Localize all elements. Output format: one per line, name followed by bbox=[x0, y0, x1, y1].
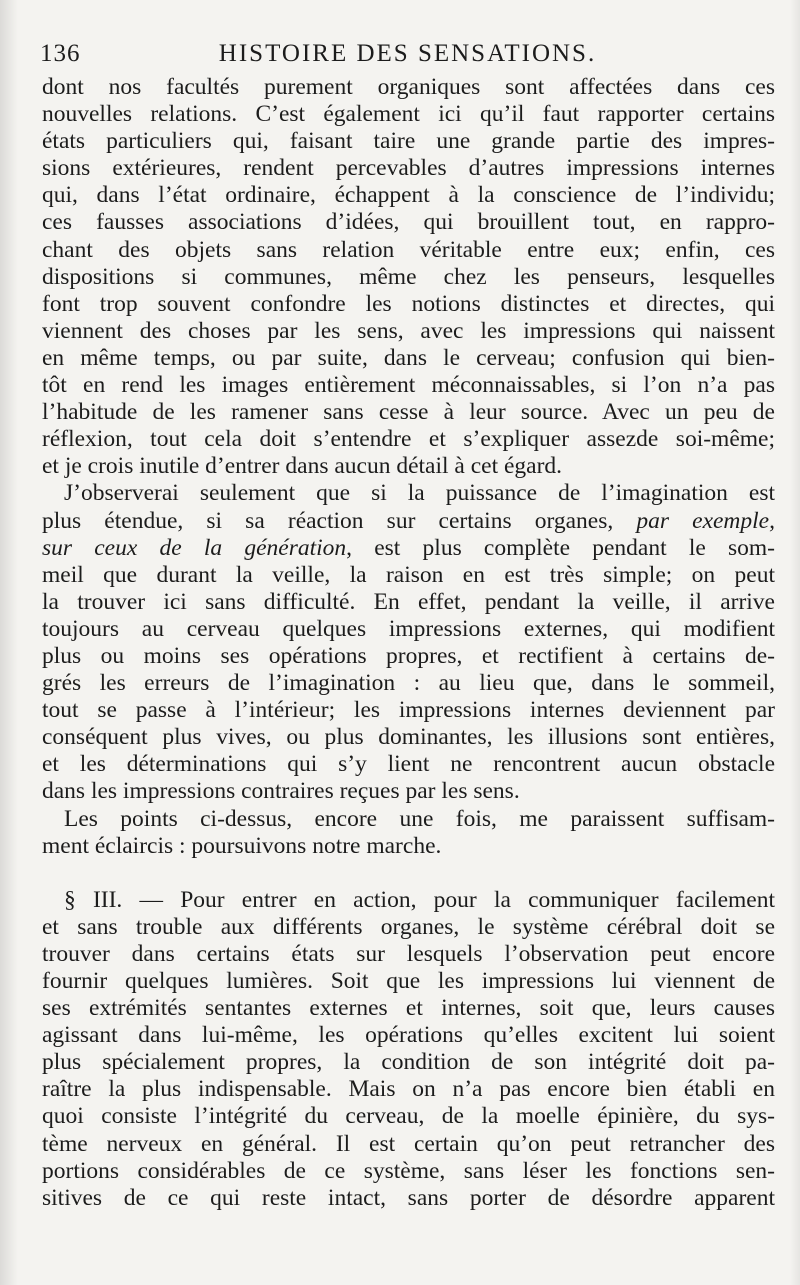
text-line bbox=[42, 372, 775, 399]
line-text: dont nos facultés purement organiques sont affectées dans ces bbox=[42, 74, 775, 100]
line-text: sitives de ce qui reste intact, sans porter de désordre apparent bbox=[42, 1184, 775, 1211]
page-number: 136 bbox=[40, 40, 81, 67]
text-line bbox=[42, 724, 775, 751]
text-line bbox=[42, 128, 775, 155]
text-line bbox=[42, 1076, 775, 1103]
line-text: qui, dans l’état ordinaire, échappent à la conscience de l’individu; bbox=[42, 182, 775, 209]
line-text: plus spécialement propres, la condition de son intégrité doit pa- bbox=[42, 1049, 775, 1076]
line-text: quoi consiste l’intégrité du cerveau, de la moelle épinière, du sys- bbox=[42, 1103, 775, 1130]
text-line bbox=[42, 751, 775, 778]
line-text: ment éclaircis : poursuivons notre marche. bbox=[42, 832, 442, 859]
line-text: raître la plus indispensable. Mais on n’a pas encore bien établi en bbox=[42, 1076, 775, 1103]
line-text: ses extrémités sentantes externes et internes, soit que, leurs causes bbox=[42, 995, 775, 1022]
line-text: la trouver ici sans difficulté. En effet, pendant la veille, il arrive bbox=[42, 588, 775, 615]
text-line bbox=[42, 833, 775, 860]
running-title: HISTOIRE DES SENSATIONS. bbox=[218, 40, 597, 67]
text-line bbox=[42, 209, 775, 236]
text-line bbox=[42, 426, 775, 453]
text-line bbox=[42, 480, 775, 507]
text-line bbox=[42, 318, 775, 345]
line-text: agissant dans lui-même, les opérations qu’elles excitent lui soient bbox=[42, 1022, 775, 1049]
text-line bbox=[42, 453, 775, 480]
line-text: trouver dans certains états sur lesquels l’observation peut encore bbox=[42, 940, 775, 967]
line-text: en même temps, ou par suite, dans le cerveau; confusion qui bien- bbox=[42, 344, 775, 371]
text-line bbox=[42, 74, 775, 101]
line-text: dans les impressions contraires reçues par les sens. bbox=[42, 778, 520, 805]
line-text: ces fausses associations d’idées, qui brouillent tout, en rappro- bbox=[42, 209, 775, 236]
text-line bbox=[42, 941, 775, 968]
text-line bbox=[42, 697, 775, 724]
line-text: viennent des choses par les sens, avec les impressions qui naissent bbox=[42, 317, 775, 344]
text-line bbox=[42, 914, 775, 941]
line-text: états particuliers qui, faisant taire une grande partie des impres- bbox=[42, 128, 775, 155]
running-head bbox=[40, 40, 775, 74]
line-text: réflexion, tout cela doit s’entendre et s’expliquer assezde soi-même; bbox=[42, 426, 775, 453]
line-text: tème nerveux en général. Il est certain qu’on peut retrancher des bbox=[42, 1130, 775, 1157]
text-line bbox=[42, 101, 775, 128]
text-line bbox=[42, 968, 775, 995]
text-line bbox=[42, 535, 775, 562]
text-line bbox=[42, 643, 775, 670]
line-text: et les déterminations qui s’y lient ne rencontrent aucun obstacle bbox=[42, 751, 775, 778]
text-line bbox=[42, 1158, 775, 1185]
line-text: sions extérieures, rendent percevables d’autres impressions internes bbox=[42, 155, 775, 182]
line-text: , est plus complète pendant le som- bbox=[346, 534, 775, 561]
section-gap bbox=[42, 860, 775, 887]
line-text: § III. — Pour entrer en action, pour la communiquer facilement bbox=[64, 886, 775, 913]
italic-text: sur ceux de la génération bbox=[42, 534, 347, 561]
line-text: conséquent plus vives, ou plus dominantes, les illusions sont entières, bbox=[42, 724, 775, 751]
line-text: grés les erreurs de l’imagination : au lieu que, dans le sommeil, bbox=[42, 670, 775, 697]
line-text: J’observerai seulement que si la puissance de l’imagination est bbox=[64, 480, 775, 507]
text-line bbox=[42, 1022, 775, 1049]
text-line bbox=[42, 806, 775, 833]
text-line bbox=[42, 887, 775, 914]
line-text: portions considérables de ce système, sans léser les fonctions sen- bbox=[42, 1157, 775, 1184]
text-line bbox=[42, 670, 775, 697]
line-text: plus étendue, si sa réaction sur certains organes, bbox=[42, 507, 637, 534]
text-line bbox=[42, 399, 775, 426]
text-line bbox=[42, 616, 775, 643]
line-text: tôt en rend les images entièrement méconnaissables, si l’on n’a pas bbox=[42, 372, 775, 399]
text-line bbox=[42, 155, 775, 182]
text-line bbox=[42, 345, 775, 372]
line-text: fournir quelques lumières. Soit que les impressions lui viennent de bbox=[42, 968, 775, 994]
line-text: Les points ci-dessus, encore une fois, me paraissent suffisam- bbox=[64, 805, 775, 832]
line-text: et sans trouble aux différents organes, le système cérébral doit se bbox=[42, 913, 775, 940]
text-line bbox=[42, 1185, 775, 1212]
line-text: plus ou moins ses opérations propres, et rectifient à certains de- bbox=[42, 642, 775, 669]
text-line bbox=[42, 995, 775, 1022]
text-line bbox=[42, 1049, 775, 1076]
line-text: chant des objets sans relation véritable entre eux; enfin, ces bbox=[42, 236, 775, 263]
line-text: l’habitude de les ramener sans cesse à leur source. Avec un peu de bbox=[42, 399, 775, 426]
text-line bbox=[42, 264, 775, 291]
text-line bbox=[42, 291, 775, 318]
text-line bbox=[42, 182, 775, 209]
line-text: meil que durant la veille, la raison en est très simple; on peut bbox=[42, 561, 775, 588]
line-text: toujours au cerveau quelques impressions externes, qui modifient bbox=[42, 615, 775, 642]
text-line bbox=[42, 778, 775, 805]
text-line bbox=[42, 562, 775, 589]
line-text: nouvelles relations. C’est également ici qu’il faut rapporter certains bbox=[42, 101, 775, 128]
text-line bbox=[42, 508, 775, 535]
italic-text: par exemple, bbox=[636, 507, 775, 534]
text-line bbox=[42, 1131, 775, 1158]
line-text: tout se passe à l’intérieur; les impressions internes deviennent par bbox=[42, 697, 775, 724]
text-line bbox=[42, 589, 775, 616]
text-line bbox=[42, 1103, 775, 1130]
body-text bbox=[42, 74, 775, 1212]
line-text: font trop souvent confondre les notions distinctes et directes, qui bbox=[42, 290, 775, 317]
line-text: dispositions si communes, même chez les penseurs, lesquelles bbox=[42, 263, 775, 290]
text-line bbox=[42, 237, 775, 264]
line-text: et je crois inutile d’entrer dans aucun détail à cet égard. bbox=[42, 453, 563, 480]
